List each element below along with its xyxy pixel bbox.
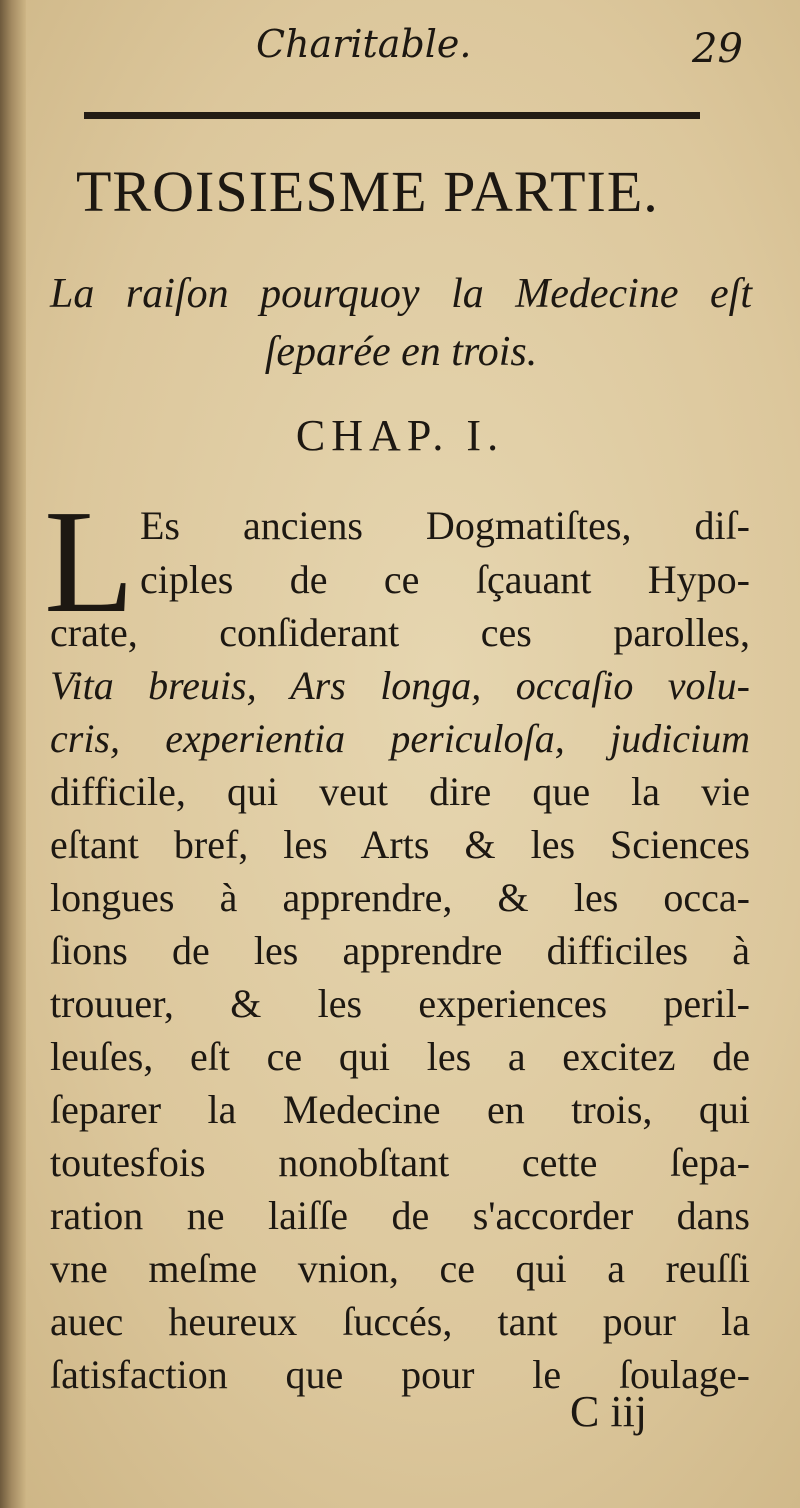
body-line: crate, conſiderant ces parolles, [50,610,750,655]
drop-cap: L [44,480,135,644]
body-line: ſions de les apprendre difficiles à [50,928,750,973]
body-line: vne meſme vnion, ce qui a reuſſi [50,1246,750,1291]
body-line: ration ne laiſſe de s'accorder dans [50,1193,750,1238]
body-line: eſtant bref, les Arts & les Sciences [50,822,750,867]
subtitle-line-1: La raiſon pourquoy la Medecine eſt [50,271,752,317]
body-line: ciples de ce ſçauant Hypo- [140,557,750,602]
body-line: ſatisfaction que pour le ſoulage- [50,1352,750,1397]
running-head: Charitable. [256,22,472,66]
page-number: 29 [692,26,743,72]
body-line: leuſes, eſt ce qui les a excitez de [50,1034,750,1079]
chapter-heading: CHAP. I. [295,411,505,460]
body-line: Vita breuis, Ars longa, occaſio volu- [50,663,750,708]
body-line: cris, experientia periculoſa, judicium [50,716,750,761]
body-line: difficile, qui veut dire que la vie [50,769,750,814]
page-gutter [0,0,26,1508]
subtitle-line-2: ſeparée en trois. [264,329,538,375]
body-line: auec heureux ſuccés, tant pour la [50,1299,750,1344]
body-line: toutesfois nonobſtant cette ſepa- [50,1140,750,1185]
body-line: trouuer, & les experiences peril- [50,981,750,1026]
body-line: longues à apprendre, & les occa- [50,875,750,920]
signature-mark: C iij [570,1387,648,1436]
header-rule [84,112,700,119]
part-title: TROISIESME PARTIE. [76,159,659,224]
body-line: ſeparer la Medecine en trois, qui [50,1087,750,1132]
body-line: Es anciens Dogmatiſtes, diſ- [140,503,750,548]
